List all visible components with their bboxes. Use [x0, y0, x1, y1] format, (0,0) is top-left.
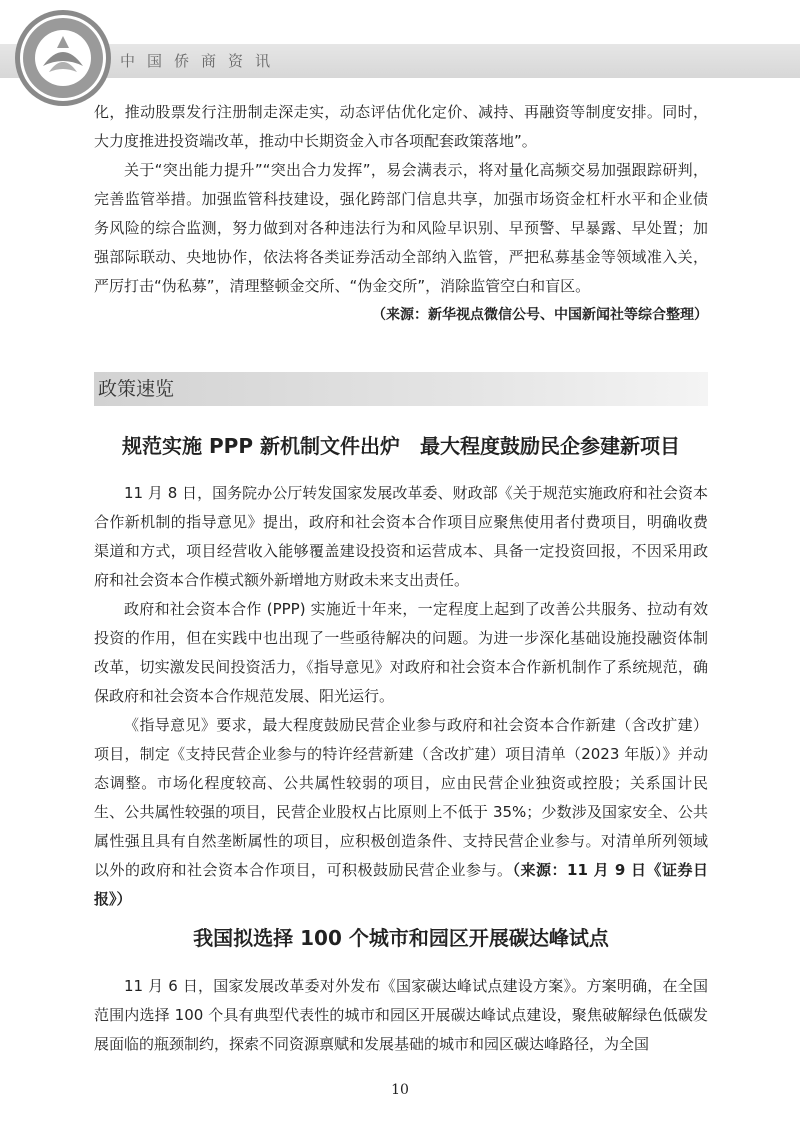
continued-source: （来源：新华视点微信公号、中国新闻社等综合整理） [372, 307, 708, 323]
article-carbon-paragraph-1: 11 月 6 日，国家发展改革委对外发布《国家碳达峰试点建设方案》。方案明确，在全国范围内选择 100 个具有典型代表性的城市和园区开展碳达峰试点建设，聚焦破解绿色低碳发展面临的瓶颈制约，探索不同资源禀赋和发展基础的城市和园区碳达峰路径，为全国 [94, 977, 708, 1053]
continued-paragraph-1: 化，推动股票发行注册制走深走实，动态评估优化定价、减持、再融资等制度安排。同时，大力度推进投资端改革，推动中长期资金入市各项配套政策落地”。 [94, 103, 708, 150]
section-header-bar [94, 372, 708, 406]
article-ppp-paragraph-3 [94, 711, 708, 914]
header-title: 中国侨商资讯 [120, 52, 283, 70]
article-ppp-paragraph-3-text: 《指导意见》要求，最大程度鼓励民营企业参与政府和社会资本合作新建（含改扩建）项目，制定《支持民营企业参与的特许经营新建（含改扩建）项目清单（2023 年版）》并动态调整。市场化程度较高、公共属性较弱的项目，应由民营企业独资或控股；关系国计民生、公共属性较强的项目，民营企业股权占比原则上不低于 35%；少数涉及国家安全、公共属性强且具有自然垄断属性的项目，应积极创造条件、支持民营企业参与。对清单所列领域以外的政府和社会资本合作项目，可积极鼓励民营企业参与。 [94, 716, 708, 879]
article-ppp-paragraph-2: 政府和社会资本合作 (PPP) 实施近十年来，一定程度上起到了改善公共服务、拉动有效投资的作用，但在实践中也出现了一些亟待解决的问题。为进一步深化基础设施投融资体制改革，切实激发民间投资活力，《指导意见》对政府和社会资本合作新机制作了系统规范，确保政府和社会资本合作规范发展、阳光运行。 [94, 600, 708, 705]
article-carbon-title: 我国拟选择 100 个城市和园区开展碳达峰试点 [193, 926, 609, 950]
continued-paragraph-2: 关于“突出能力提升”“突出合力发挥”，易会满表示，将对量化高频交易加强跟踪研判，完善监管举措。加强监管科技建设，强化跨部门信息共享，加强市场资金杠杆水平和企业债务风险的综合监测，努力做到对各种违法行为和风险早识别、早预警、早暴露、早处置；加强部际联动、央地协作，依法将各类证券活动全部纳入监管，严把私募基金等领域准入关，严厉打击“伪私募”，清理整顿金交所、“伪金交所”，消除监管空白和盲区。 [94, 161, 708, 295]
article-ppp-title: 规范实施 PPP 新机制文件出炉 最大程度鼓励民企参建新项目 [122, 434, 680, 458]
article-carbon-peak [94, 922, 708, 1059]
article-ppp [94, 430, 708, 914]
continued-article [94, 98, 708, 330]
article-ppp-source: （来源：11 月 9 日《证券日报》） [94, 861, 708, 908]
article-ppp-paragraph-1: 11 月 8 日，国务院办公厅转发国家发展改革委、财政部《关于规范实施政府和社会资本合作新机制的指导意见》提出，政府和社会资本合作项目应聚焦使用者付费项目，明确收费渠道和方式，项目经营收入能够覆盖建设投资和运营成本、具备一定投资回报，不因采用政府和社会资本合作模式额外新增地方财政未来支出责任。 [94, 484, 708, 589]
organization-logo [13, 8, 113, 108]
section-title: 政策速览 [98, 378, 175, 400]
page-number: 10 [391, 1082, 409, 1098]
